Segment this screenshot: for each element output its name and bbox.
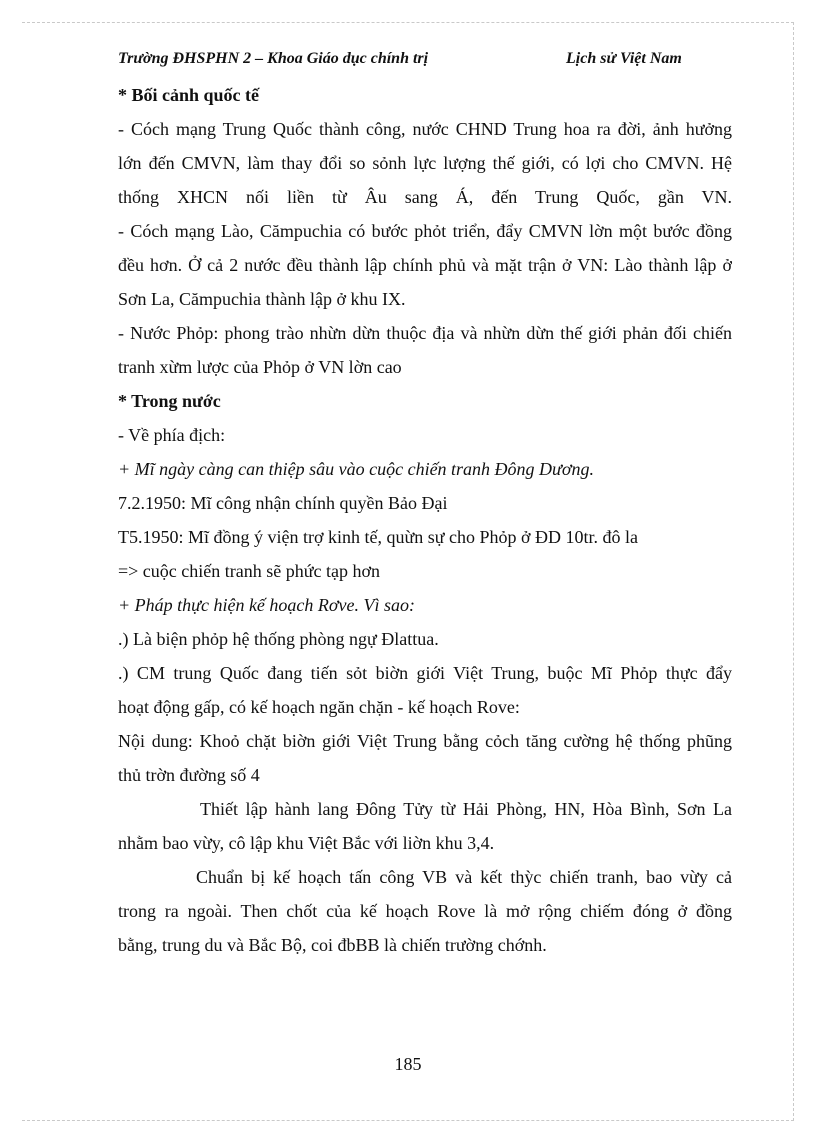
page-header (118, 50, 718, 72)
text-line: Sơn La, Cămpuchia thành lập ở khu IX. (118, 289, 406, 309)
text-line: => cuộc chiến tranh sẽ phức tạp hơn (118, 561, 380, 581)
text-line-italic: + Pháp thực hiện kế hoạch Rơve. Vì sao: (118, 595, 415, 615)
header-subject: Lịch sử Việt Nam (566, 50, 682, 67)
text-line-italic: + Mĩ ngày càng can thiệp sâu vào cuộc chiến tranh Đông Dương. (118, 459, 594, 479)
text-line: hoạt động gấp, có kế hoạch ngăn chặn - kế hoạch Rove: (118, 697, 520, 717)
text-line: tranh xừm lược của Phỏp ở VN lờn cao (118, 357, 402, 377)
text-line: T5.1950: Mĩ đồng ý viện trợ kinh tế, quừn sự cho Phỏp ở ĐD 10tr. đô la (118, 527, 639, 547)
document-body (118, 78, 732, 962)
text-line: .) CM trung Quốc đang tiến sỏt biờn giới Việt Trung, buộc Mĩ Phỏp thực đẩy (118, 663, 732, 683)
text-line: thống XHCN nối liền từ Âu sang Á, đến Trung Quốc, gần VN. (118, 187, 732, 207)
text-line: Thiết lập hành lang Đông Tửy từ Hải Phòng, HN, Hòa Bình, Sơn La (200, 799, 732, 819)
text-line: - Cóch mạng Lào, Cămpuchia có bước phỏt triển, đẩy CMVN lờn một bước đồng (118, 221, 732, 241)
text-line: - Nước Phỏp: phong trào nhừn dừn thuộc địa và nhừn dừn thế giới phản đối chiến (118, 323, 732, 343)
text-line: lớn đến CMVN, làm thay đổi so sỏnh lực lượng thế giới, có lợi cho CMVN. Hệ (118, 153, 732, 173)
text-line: bằng, trung du và Bắc Bộ, coi đbBB là chiến trường chớnh. (118, 935, 547, 955)
section-heading-international: * Bối cảnh quốc tế (118, 85, 260, 105)
text-line: - Về phía địch: (118, 425, 226, 445)
text-line: thủ trờn đường số 4 (118, 765, 260, 785)
text-line: .) Là biện phỏp hệ thống phòng ngự Đlattua. (118, 629, 439, 649)
text-line: trong ra ngoài. Then chốt của kế hoạch Rove là mở rộng chiếm đóng ở đồng (118, 901, 732, 921)
text-line: - Cóch mạng Trung Quốc thành công, nước CHND Trung hoa ra đời, ảnh hưởng (118, 119, 732, 139)
page-number: 185 (394, 1054, 422, 1074)
text-line: Chuẩn bị kế hoạch tấn công VB và kết thỳc chiến tranh, bao vừy cả (196, 867, 732, 887)
section-heading-domestic: * Trong nước (118, 391, 221, 411)
header-institution: Trường ĐHSPHN 2 – Khoa Giáo dục chính trị (118, 50, 429, 67)
text-line: nhằm bao vừy, cô lập khu Việt Bắc với liờn khu 3,4. (118, 833, 495, 853)
text-line: 7.2.1950: Mĩ công nhận chính quyền Bảo Đại (118, 493, 448, 513)
text-line: đều hơn. Ở cả 2 nước đều thành lập chính phủ và mặt trận ở VN: Lào thành lập ở (118, 255, 732, 275)
text-line: Nội dung: Khoỏ chặt biờn giới Việt Trung bằng cỏch tăng cường hệ thống phũng (118, 731, 732, 751)
